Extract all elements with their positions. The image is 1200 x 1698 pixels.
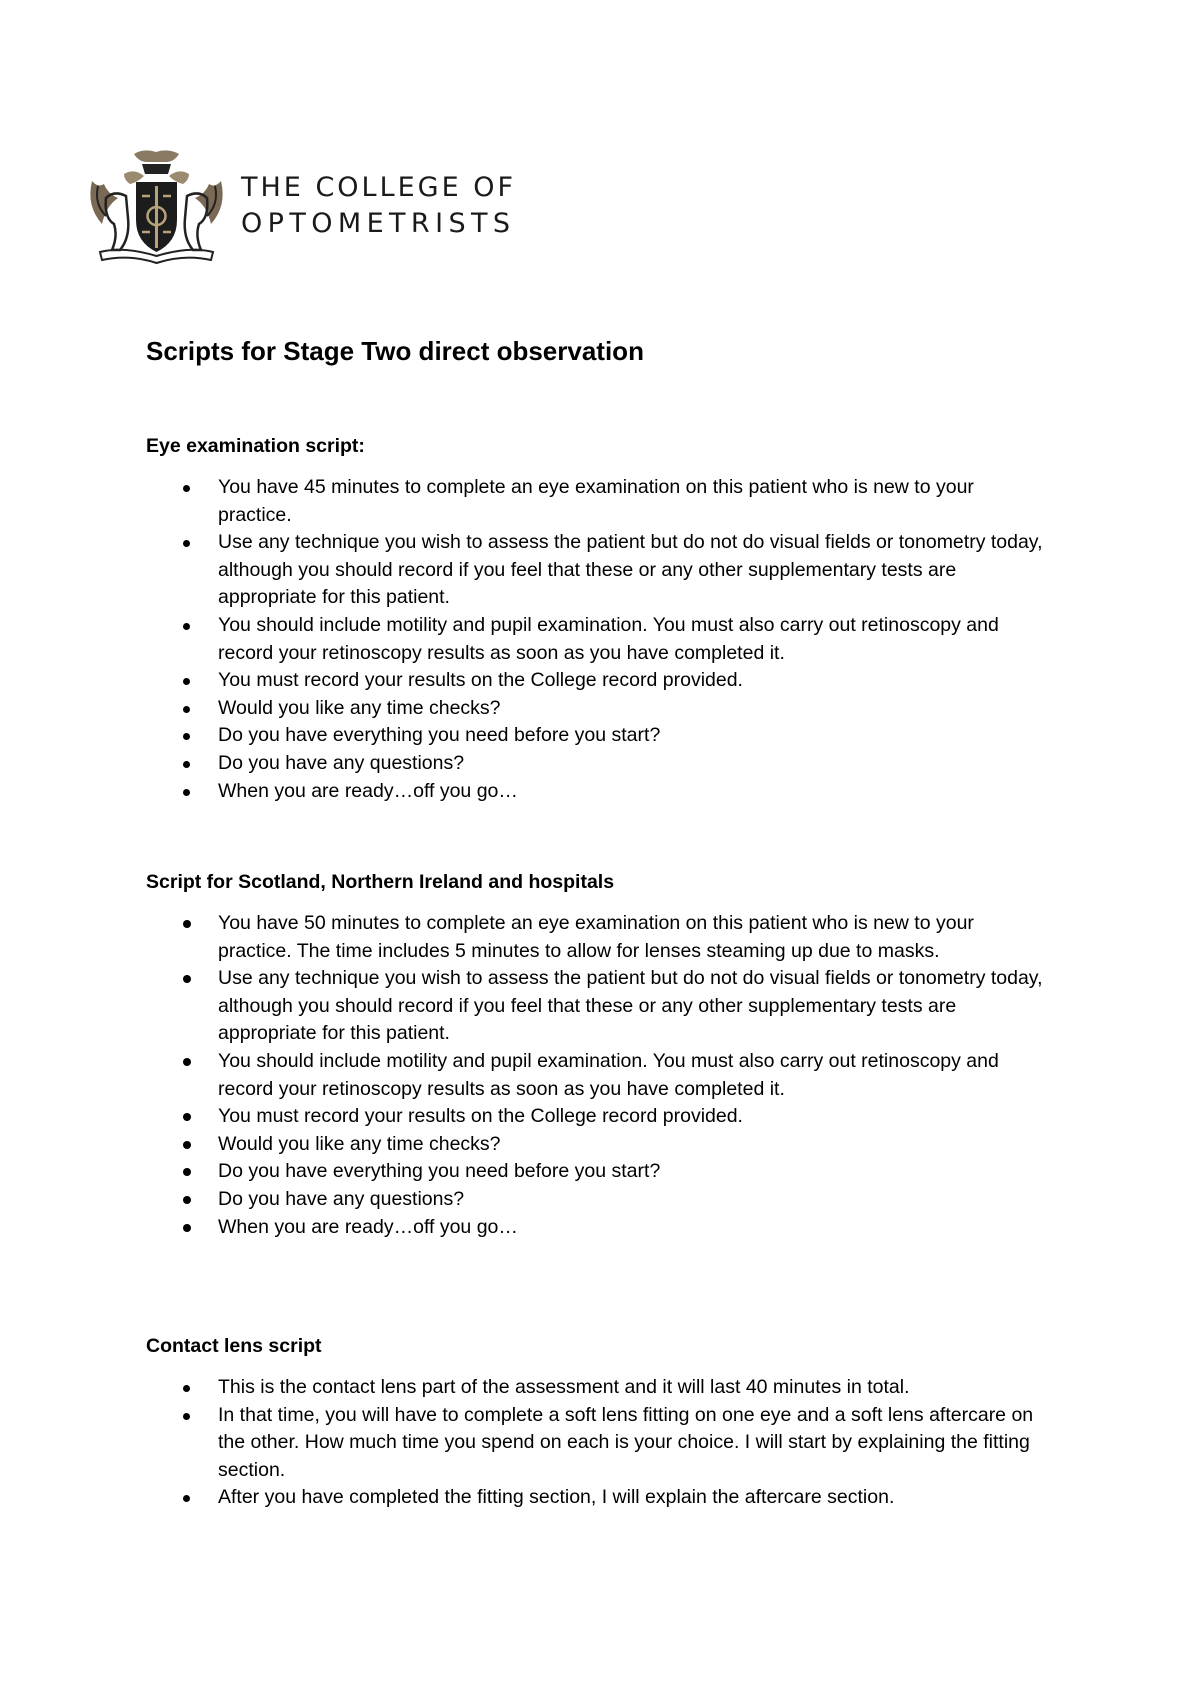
list-item: After you have completed the fitting section, I will explain the aftercare section. <box>146 1484 1046 1512</box>
list-item: You have 45 minutes to complete an eye examination on this patient who is new to your practice. <box>146 474 1046 529</box>
bullet-icon <box>183 706 190 713</box>
bullet-icon <box>183 975 191 983</box>
list-item: You should include motility and pupil examination. You must also carry out retinoscopy and record your retinoscopy results as soon as you have completed it. <box>146 1048 1046 1103</box>
logo-line-1: THE COLLEGE OF <box>241 172 517 203</box>
list-item: You must record your results on the College record provided. <box>146 1103 1046 1131</box>
bullet-icon <box>183 540 190 547</box>
section-scotland-ni-hospitals <box>146 869 1046 1241</box>
bullet-list <box>146 910 1046 1241</box>
section-heading: Contact lens script <box>146 1335 322 1357</box>
bullet-icon <box>183 623 190 630</box>
bullet-icon <box>183 485 190 492</box>
bullet-icon <box>183 1141 191 1149</box>
list-item: Do you have any questions? <box>146 750 1046 778</box>
list-item: Use any technique you wish to assess the patient but do not do visual fields or tonometry today, although you should record if you feel that these or any other supplementary tests are appropriate for this patient. <box>146 529 1046 612</box>
bullet-icon <box>183 678 190 685</box>
college-wordmark <box>241 170 516 242</box>
bullet-icon <box>183 1168 191 1176</box>
bullet-icon <box>183 920 191 928</box>
section-heading: Script for Scotland, Northern Ireland and hospitals <box>146 871 615 893</box>
list-item: Would you like any time checks? <box>146 695 1046 723</box>
list-item: This is the contact lens part of the assessment and it will last 40 minutes in total. <box>146 1374 1046 1402</box>
college-logo <box>84 146 516 266</box>
document-title: Scripts for Stage Two direct observation <box>146 336 644 366</box>
section-heading: Eye examination script: <box>146 435 365 457</box>
list-item: Do you have everything you need before you start? <box>146 722 1046 750</box>
bullet-list <box>146 474 1046 805</box>
bullet-icon <box>183 1113 191 1121</box>
bullet-icon <box>183 1196 191 1204</box>
bullet-icon <box>183 1495 190 1502</box>
section-contact-lens <box>146 1333 1046 1512</box>
list-item: Do you have any questions? <box>146 1186 1046 1214</box>
list-item: When you are ready…off you go… <box>146 1214 1046 1242</box>
bullet-icon <box>183 1058 191 1066</box>
bullet-icon <box>183 1224 191 1232</box>
list-item: Do you have everything you need before you start? <box>146 1158 1046 1186</box>
bullet-icon <box>183 1413 190 1420</box>
list-item: You must record your results on the College record provided. <box>146 667 1046 695</box>
list-item: You should include motility and pupil examination. You must also carry out retinoscopy and record your retinoscopy results as soon as you have completed it. <box>146 612 1046 667</box>
bullet-list <box>146 1374 1046 1512</box>
section-eye-examination <box>146 433 1046 805</box>
list-item: Use any technique you wish to assess the patient but do not do visual fields or tonometry today, although you should record if you feel that these or any other supplementary tests are appropriate for this patient. <box>146 965 1046 1048</box>
coat-of-arms-icon <box>84 146 229 266</box>
logo-line-2: OPTOMETRISTS <box>241 208 516 239</box>
list-item: In that time, you will have to complete a soft lens fitting on one eye and a soft lens aftercare on the other. How much time you spend on each is your choice. I will start by explaining the fitting section. <box>146 1402 1046 1485</box>
list-item: When you are ready…off you go… <box>146 778 1046 806</box>
bullet-icon <box>183 761 190 768</box>
bullet-icon <box>183 733 190 740</box>
bullet-icon <box>183 1385 190 1392</box>
list-item: Would you like any time checks? <box>146 1131 1046 1159</box>
list-item: You have 50 minutes to complete an eye examination on this patient who is new to your practice. The time includes 5 minutes to allow for lenses steaming up due to masks. <box>146 910 1046 965</box>
bullet-icon <box>183 789 190 796</box>
